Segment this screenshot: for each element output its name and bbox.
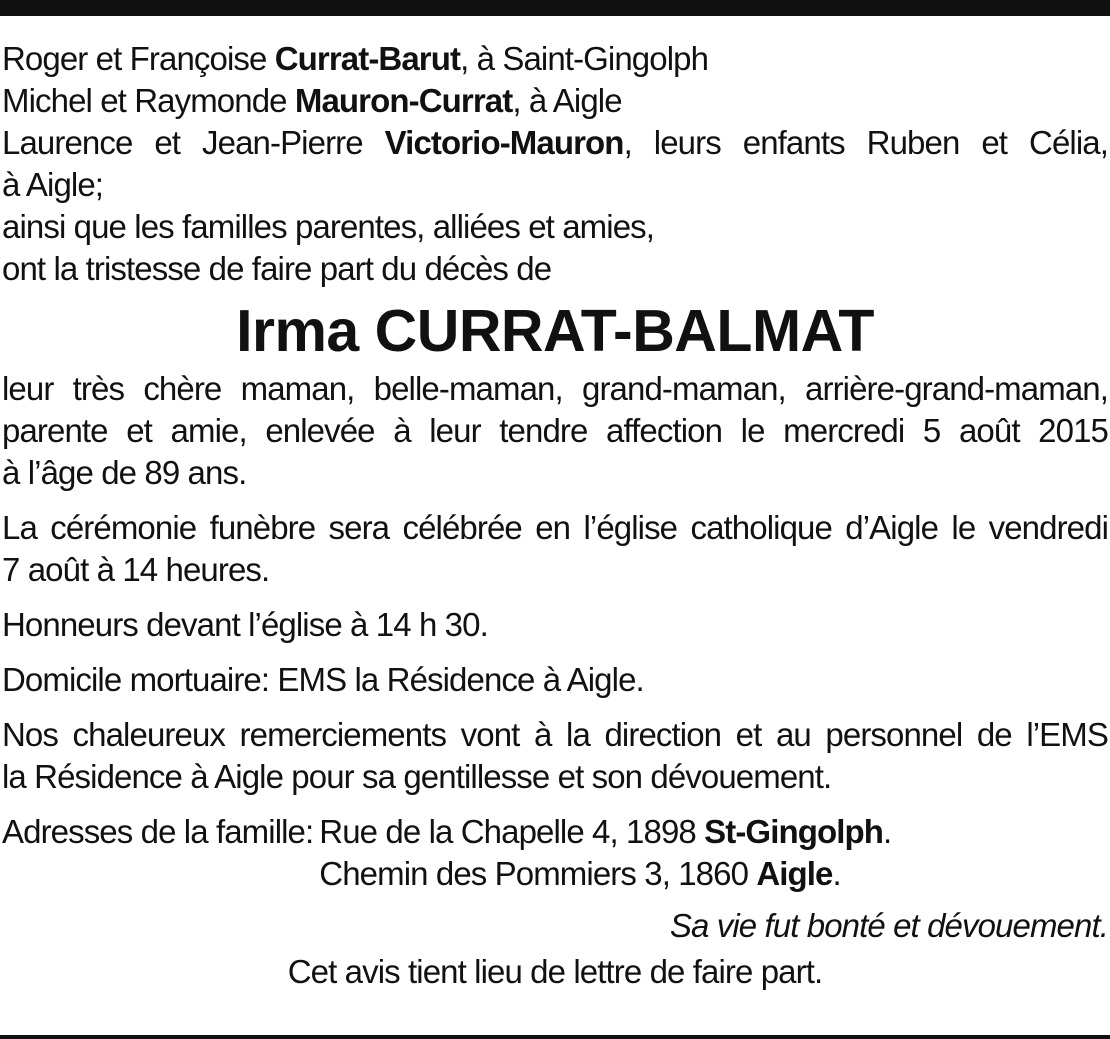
announcement-line: ont la tristesse de faire part du décès de	[2, 250, 552, 287]
domicile-line: Domicile mortuaire: EMS la Résidence à Aigle.	[2, 661, 644, 698]
address-end-2: .	[832, 855, 841, 892]
top-rule	[0, 0, 1110, 16]
addresses-list	[319, 811, 891, 895]
family-surname-1: Currat-Barut	[274, 40, 461, 77]
family-line-1	[2, 38, 1108, 80]
tribute-line-1: leur très chère maman, belle-maman, grand-maman, arrière-grand-maman,	[2, 370, 1108, 407]
family-addresses	[2, 811, 1108, 895]
address-line-1	[319, 811, 891, 853]
family-line-2	[2, 80, 1108, 122]
family-line-4: à Aigle;	[2, 166, 104, 203]
family-surname-3: Victorio-Mauron	[384, 124, 624, 161]
thanks-line-1: Nos chaleureux remerciements vont à la direction et au personnel de l’EMS	[2, 716, 1108, 753]
motto: Sa vie fut bonté et dévouement.	[669, 907, 1108, 944]
family-place-3: , leurs enfants Ruben et Célia,	[623, 124, 1108, 161]
address-line-2	[319, 853, 891, 895]
thanks-paragraph	[2, 714, 1108, 798]
closing-note: Cet avis tient lieu de lettre de faire part.	[287, 953, 823, 990]
thanks-line-2: la Résidence à Aigle pour sa gentillesse et son dévouement.	[2, 758, 832, 795]
addresses-label: Adresses de la famille:	[2, 813, 314, 850]
address-town-1: St-Gingolph	[704, 813, 884, 850]
relatives-line: ainsi que les familles parentes, alliées et amies,	[2, 208, 655, 245]
obituary-notice	[2, 38, 1108, 993]
address-town-2: Aigle	[756, 855, 833, 892]
tribute-line-3: à l’âge de 89 ans.	[2, 454, 247, 491]
family-place-1: , à Saint-Gingolph	[460, 40, 709, 77]
bottom-rule	[0, 1035, 1110, 1039]
deceased-name: Irma CURRAT-BALMAT	[236, 298, 874, 364]
family-surname-2: Mauron-Currat	[294, 82, 513, 119]
address-street-2: Chemin des Pommiers 3, 1860	[319, 855, 757, 892]
family-names-1: Roger et Françoise	[2, 40, 275, 77]
family-names-3: Laurence et Jean-Pierre	[2, 124, 385, 161]
family-place-2: , à Aigle	[512, 82, 622, 119]
honors-line: Honneurs devant l’église à 14 h 30.	[2, 606, 488, 643]
ceremony-paragraph	[2, 507, 1108, 591]
address-end-1: .	[883, 813, 892, 850]
address-street-1: Rue de la Chapelle 4, 1898	[319, 813, 705, 850]
ceremony-line-2: 7 août à 14 heures.	[2, 551, 270, 588]
family-names-2: Michel et Raymonde	[2, 82, 295, 119]
tribute-line-2: parente et amie, enlevée à leur tendre affection le mercredi 5 août 2015	[2, 412, 1108, 449]
family-line-3	[2, 122, 1108, 164]
ceremony-line-1: La cérémonie funèbre sera célébrée en l’église catholique d’Aigle le vendredi	[2, 509, 1108, 546]
